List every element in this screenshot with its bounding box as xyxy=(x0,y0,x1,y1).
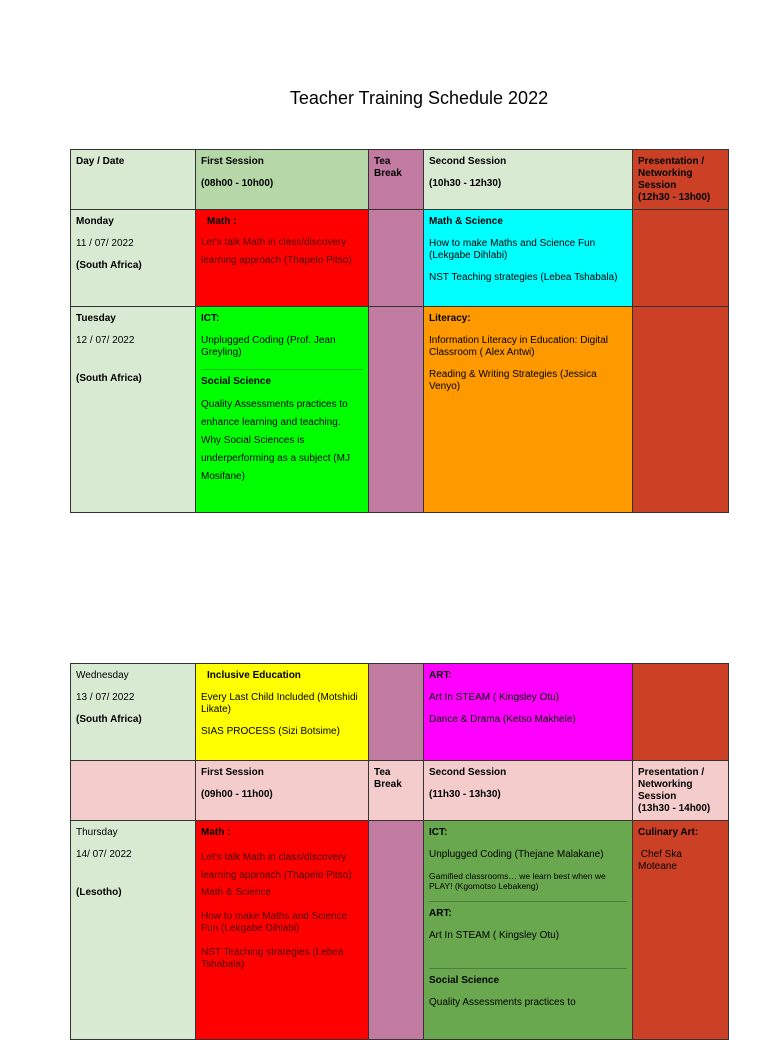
thursday-second-text-4: Quality Assessments practices to xyxy=(429,997,576,1008)
header2-second-time: (11h30 - 13h30) xyxy=(429,789,501,800)
header-tea-break: Tea Break xyxy=(368,149,424,210)
tuesday-second-text-2: Reading & Writing Strategies (Jessica Venyo) xyxy=(429,369,597,392)
monday-day-cell xyxy=(70,209,196,307)
thursday-second-text-3: Art In STEAM ( Kingsley Otu) xyxy=(429,930,560,941)
header-day-date: Day / Date xyxy=(70,149,196,210)
tuesday-day-cell xyxy=(70,306,196,513)
monday-second-text-2: NST Teaching strategies (Lebea Tshabala) xyxy=(429,272,618,283)
header2-tea-break: Tea Break xyxy=(368,760,424,821)
thursday-second-heading: ICT: xyxy=(429,827,448,838)
header-second-time: (10h30 - 12h30) xyxy=(429,178,502,189)
thursday-second-text-2: Gamified classrooms… we learn best when we PLAY! (Kgomotso Lebakeng) xyxy=(429,871,606,891)
tuesday-date: 12 / 07/ 2022 xyxy=(76,335,135,346)
tuesday-second-text-1: Information Literacy in Education: Digital Classroom ( Alex Antwi) xyxy=(429,335,608,358)
wednesday-first-text-2: SIAS PROCESS (Sizi Botsime) xyxy=(201,726,340,737)
thursday-place: (Lesotho) xyxy=(76,887,122,898)
monday-presentation xyxy=(632,209,729,307)
tuesday-first-session xyxy=(195,306,369,513)
divider xyxy=(429,901,627,902)
thursday-day-cell xyxy=(70,820,196,1040)
wednesday-day: Wednesday xyxy=(76,670,129,681)
divider xyxy=(429,968,627,969)
wednesday-second-heading: ART: xyxy=(429,670,452,681)
header2-first-time: (09h00 - 11h00) xyxy=(201,789,273,800)
wednesday-second-text-2: Dance & Drama (Ketso Makhele) xyxy=(429,714,576,725)
header2-first-session xyxy=(195,760,369,821)
tuesday-first-text-2: Quality Assessments practices to enhance learning and teaching. Why Social Sciences is underperforming as a subject (MJ Mosifane) xyxy=(201,399,350,482)
header-presentation: Presentation / Networking Session (12h30 - 13h00) xyxy=(632,149,729,210)
thursday-day: Thursday xyxy=(76,827,118,838)
header-first-session xyxy=(195,149,369,210)
tuesday-first-heading: ICT: xyxy=(201,313,220,324)
thursday-first-text-3: How to make Maths and Science Fun (Lekgabe Dihlabi) xyxy=(201,911,348,934)
thursday-second-heading-2: ART: xyxy=(429,908,452,919)
tuesday-first-text: Unplugged Coding (Prof. Jean Greyling) xyxy=(201,335,336,358)
tuesday-second-session xyxy=(423,306,633,513)
header-second-label: Second Session xyxy=(429,156,507,167)
header2-second-session xyxy=(423,760,633,821)
thursday-second-text-1: Unplugged Coding (Thejane Malakane) xyxy=(429,849,604,860)
tuesday-second-heading: Literacy: xyxy=(429,313,471,324)
header2-day-date xyxy=(70,760,196,821)
thursday-first-text-1: Let's talk Math in class/discovery learning approach (Thapelo Pitso) xyxy=(201,852,352,881)
thursday-second-heading-3: Social Science xyxy=(429,975,500,986)
header2-presentation: Presentation / Networking Session (13h30 - 14h00) xyxy=(632,760,729,821)
header-first-label: First Session xyxy=(201,156,264,167)
thursday-pres-heading: Culinary Art: xyxy=(638,827,699,838)
monday-date: 11 / 07/ 2022 xyxy=(76,238,134,249)
monday-second-session xyxy=(423,209,633,307)
wednesday-second-text-1: Art In STEAM ( Kingsley Otu) xyxy=(429,692,560,703)
thursday-pres-text: Chef Ska Moteane xyxy=(638,849,685,872)
header2-first-label: First Session xyxy=(201,767,264,778)
header-second-session xyxy=(423,149,633,210)
thursday-first-text-4: NST Teaching strategies (Lebea Tshabala) xyxy=(201,947,344,970)
tuesday-first-heading-2: Social Science xyxy=(201,376,272,387)
tuesday-tea-break xyxy=(368,306,424,513)
thursday-second-session xyxy=(423,820,633,1040)
monday-day: Monday xyxy=(76,216,114,227)
tuesday-day: Tuesday xyxy=(76,313,116,324)
divider xyxy=(201,369,363,370)
wednesday-date: 13 / 07/ 2022 xyxy=(76,692,135,703)
wednesday-first-session xyxy=(195,663,369,761)
wednesday-presentation xyxy=(632,663,729,761)
monday-first-session xyxy=(195,209,369,307)
monday-second-heading: Math & Science xyxy=(429,216,503,227)
wednesday-first-heading: Inclusive Education xyxy=(207,670,301,681)
tuesday-presentation xyxy=(632,306,729,513)
wednesday-first-text-1: Every Last Child Included (Motshidi Likate) xyxy=(201,692,358,715)
thursday-tea-break xyxy=(368,820,424,1040)
tuesday-place: (South Africa) xyxy=(76,373,142,384)
thursday-first-session xyxy=(195,820,369,1040)
thursday-first-heading: Math : xyxy=(201,827,231,838)
header-first-time: (08h00 - 10h00) xyxy=(201,178,274,189)
monday-first-heading: Math : xyxy=(207,216,237,227)
page-title: Teacher Training Schedule 2022 xyxy=(289,88,549,108)
monday-first-text: Let's talk Math in class/discovery learning approach (Thapelo Pitso) xyxy=(201,237,352,266)
wednesday-day-cell xyxy=(70,663,196,761)
wednesday-second-session xyxy=(423,663,633,761)
monday-second-text-1: How to make Maths and Science Fun (Lekgabe Dihlabi) xyxy=(429,238,596,261)
thursday-date: 14/ 07/ 2022 xyxy=(76,849,132,860)
monday-place: (South Africa) xyxy=(76,260,142,271)
monday-tea-break xyxy=(368,209,424,307)
header2-second-label: Second Session xyxy=(429,767,507,778)
wednesday-place: (South Africa) xyxy=(76,714,142,725)
thursday-presentation xyxy=(632,820,729,1040)
thursday-first-text-2: Math & Science xyxy=(201,887,272,898)
wednesday-tea-break xyxy=(368,663,424,761)
